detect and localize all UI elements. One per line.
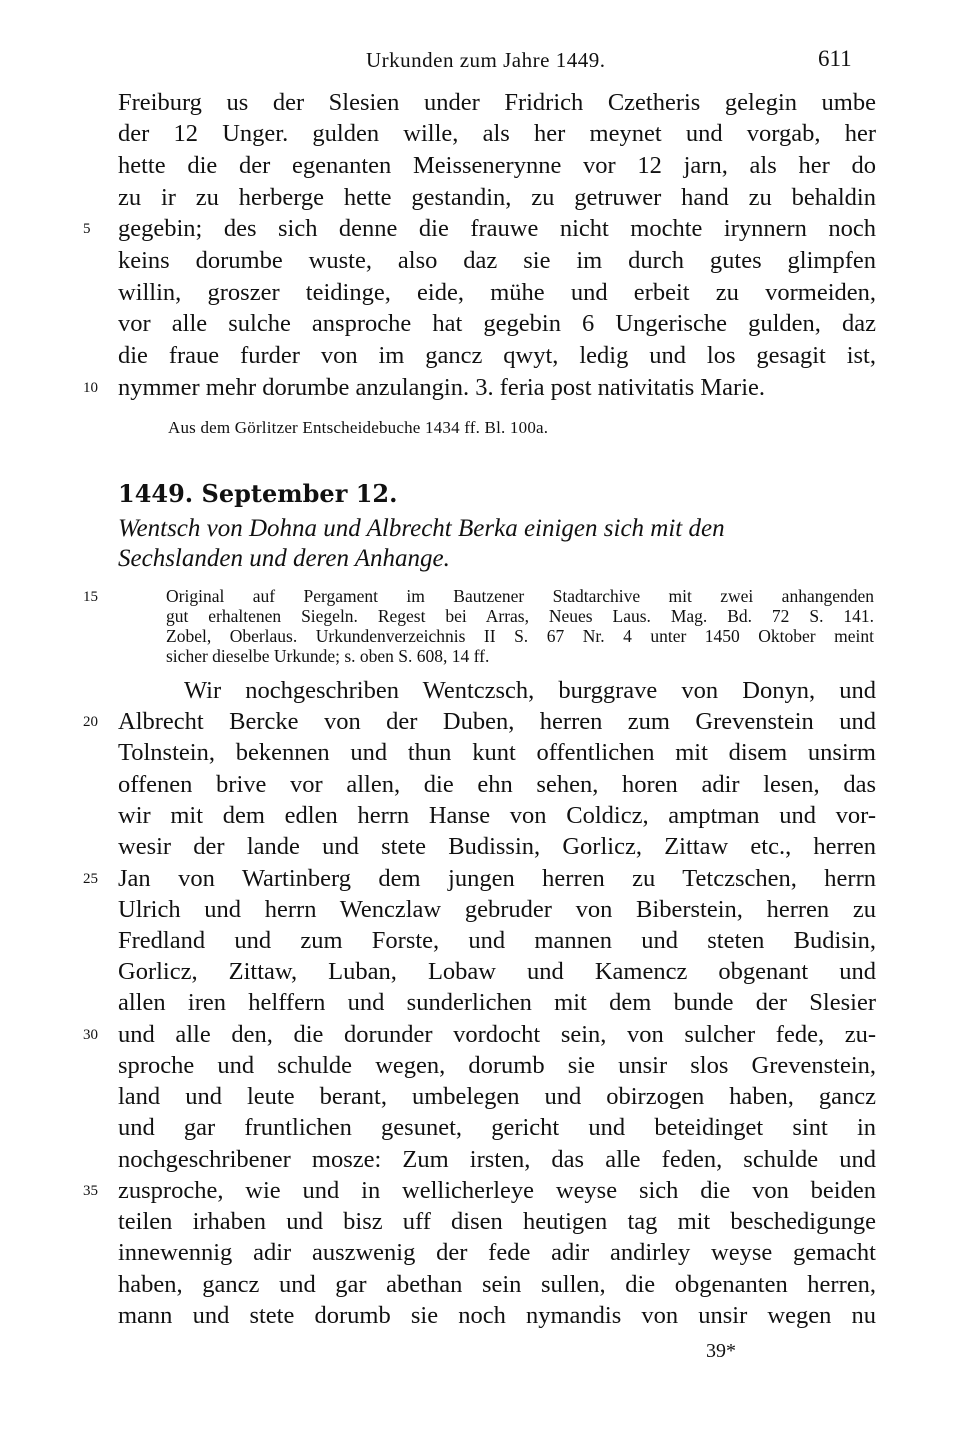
text-line: zusproche, wie und in wellicherleye weyse sich die von beiden bbox=[118, 1177, 876, 1204]
text-line: hette die der egenanten Meissenerynne vor 12 jarn, als her do bbox=[118, 152, 876, 179]
entry-date: 1449. September 12. bbox=[118, 479, 398, 508]
archival-note-line: gut erhaltenen Siegeln. Regest bei Arras, Neues Laus. Mag. Bd. 72 S. 141. bbox=[166, 606, 874, 626]
text-line: teilen irhaben und bisz uff disen heutigen tag mit beschedigunge bbox=[118, 1208, 876, 1235]
sheet-signature: 39* bbox=[706, 1340, 736, 1362]
entry-title-line: Wentsch von Dohna und Albrecht Berka einigen sich mit den bbox=[118, 515, 725, 542]
text-line: Tolnstein, bekennen und thun kunt offentlichen mit disem unsirm bbox=[118, 739, 876, 766]
text-line: innewennig adir auszwenig der fede adir andirley weyse gemacht bbox=[118, 1239, 876, 1266]
text-line: willin, groszer teidinge, eide, mühe und erbeit zu vormeiden, bbox=[118, 279, 876, 306]
text-line: Ulrich und herrn Wenczlaw gebruder von Biberstein, herren zu bbox=[118, 896, 876, 923]
text-line: wesir der lande und stete Budissin, Gorlicz, Zittaw etc., herren bbox=[118, 833, 876, 860]
page-number: 611 bbox=[818, 46, 852, 71]
text-line: nochgeschribener mosze: Zum irsten, das alle feden, schulde und bbox=[118, 1146, 876, 1173]
text-line: Fredland und zum Forste, und mannen und steten Budisin, bbox=[118, 927, 876, 954]
source-note: Aus dem Görlitzer Entscheidebuche 1434 ff. Bl. 100a. bbox=[168, 418, 549, 437]
line-number: 25 bbox=[83, 871, 98, 887]
text-line: Jan von Wartinberg dem jungen herren zu Tetczschen, herrn bbox=[118, 865, 876, 892]
text-line: Freiburg us der Slesien under Fridrich Czetheris gelegin umbe bbox=[118, 89, 876, 116]
line-number: 20 bbox=[83, 714, 98, 730]
line-number: 5 bbox=[83, 221, 91, 237]
text-line: zu ir zu herberge hette gestandin, zu getruwer hand zu behaldin bbox=[118, 184, 876, 211]
line-number: 10 bbox=[83, 380, 98, 396]
text-line: wir mit dem edlen herrn Hanse von Coldicz, amptman und vor- bbox=[118, 802, 876, 829]
text-line: vor alle sulche ansproche hat gegebin 6 Ungerische gulden, daz bbox=[118, 310, 876, 337]
archival-note-line: sicher dieselbe Urkunde; s. oben S. 608, 14 ff. bbox=[166, 646, 490, 666]
line-number: 30 bbox=[83, 1027, 98, 1043]
text-line: keins dorumbe wuste, also daz sie im durch gutes glimpfen bbox=[118, 247, 876, 274]
text-line: Albrecht Bercke von der Duben, herren zum Grevenstein und bbox=[118, 708, 876, 735]
text-line: allen iren helffern und sunderlichen mit dem bunde der Slesier bbox=[118, 989, 876, 1016]
text-line: Wir nochgeschriben Wentczsch, burggrave von Donyn, und bbox=[184, 677, 876, 704]
text-line: land und leute berant, umbelegen und obirzogen haben, gancz bbox=[118, 1083, 876, 1110]
text-line: die fraue furder von im gancz qwyt, ledig und los gesagit ist, bbox=[118, 342, 876, 369]
text-line: haben, gancz und gar abethan sein sullen, die obgenanten herren, bbox=[118, 1271, 876, 1298]
text-line: Gorlicz, Zittaw, Luban, Lobaw und Kamencz obgenant und bbox=[118, 958, 876, 985]
entry-title-line: Sechslanden und deren Anhange. bbox=[118, 545, 450, 572]
text-line: und gar fruntlichen gesunet, gericht und beteidinget sint in bbox=[118, 1114, 876, 1141]
line-number: 15 bbox=[83, 589, 98, 605]
line-number: 35 bbox=[83, 1183, 98, 1199]
text-line: gegebin; des sich denne die frauwe nicht mochte irynnern noch bbox=[118, 215, 876, 242]
text-line: und alle den, die dorunder vordocht sein, von sulcher fede, zu- bbox=[118, 1021, 876, 1048]
archival-note-line: Original auf Pergament im Bautzener Stadtarchive mit zwei anhangenden bbox=[166, 586, 874, 606]
text-line: sproche und schulde wegen, dorumb sie unsir slos Grevenstein, bbox=[118, 1052, 876, 1079]
text-line: der 12 Unger. gulden wille, als her meynet und vorgab, her bbox=[118, 120, 876, 147]
text-line: mann und stete dorumb sie noch nymandis von unsir wegen nu bbox=[118, 1302, 876, 1329]
text-line: offenen brive vor allen, die ehn sehen, horen adir lesen, das bbox=[118, 771, 876, 798]
text-line: nymmer mehr dorumbe anzulangin. 3. feria post nativitatis Marie. bbox=[118, 374, 766, 401]
running-header: Urkunden zum Jahre 1449. bbox=[366, 48, 606, 72]
archival-note-line: Zobel, Oberlaus. Urkundenverzeichnis II S. 67 Nr. 4 unter 1450 Oktober meint bbox=[166, 626, 874, 646]
